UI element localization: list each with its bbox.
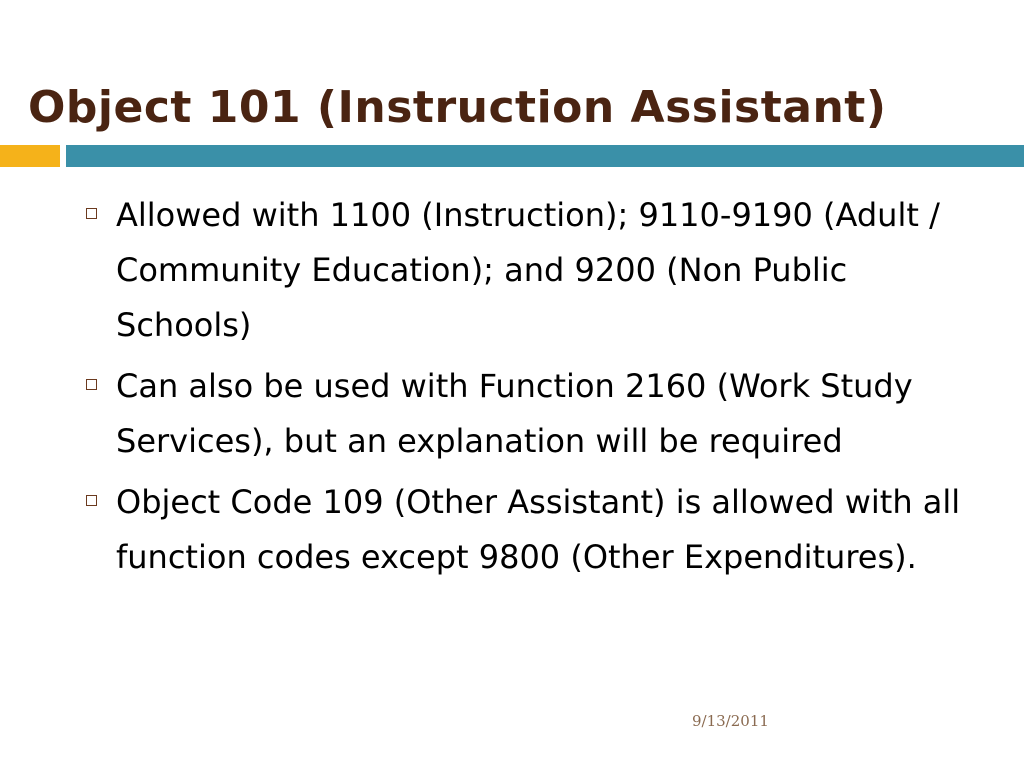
bullet-text: Can also be used with Function 2160 (Work Study Services), but an explanation will be required <box>116 367 913 460</box>
hollow-square-bullet-icon <box>86 379 97 390</box>
footer-date: 9/13/2011 <box>692 712 769 730</box>
hollow-square-bullet-icon <box>86 208 97 219</box>
bullet-item <box>82 359 982 469</box>
title-accent-bar <box>0 145 60 167</box>
slide-title: Object 101 (Instruction Assistant) <box>28 82 887 133</box>
bullet-text: Allowed with 1100 (Instruction); 9110-9190 (Adult / Community Education); and 9200 (Non Public Schools) <box>116 196 940 344</box>
bullet-item <box>82 188 982 353</box>
bullet-item <box>82 475 982 585</box>
hollow-square-bullet-icon <box>86 495 97 506</box>
bullet-text: Object Code 109 (Other Assistant) is allowed with all function codes except 9800 (Other Expenditures). <box>116 483 961 576</box>
bullet-list <box>82 188 982 591</box>
title-underline-bar <box>66 145 1024 167</box>
